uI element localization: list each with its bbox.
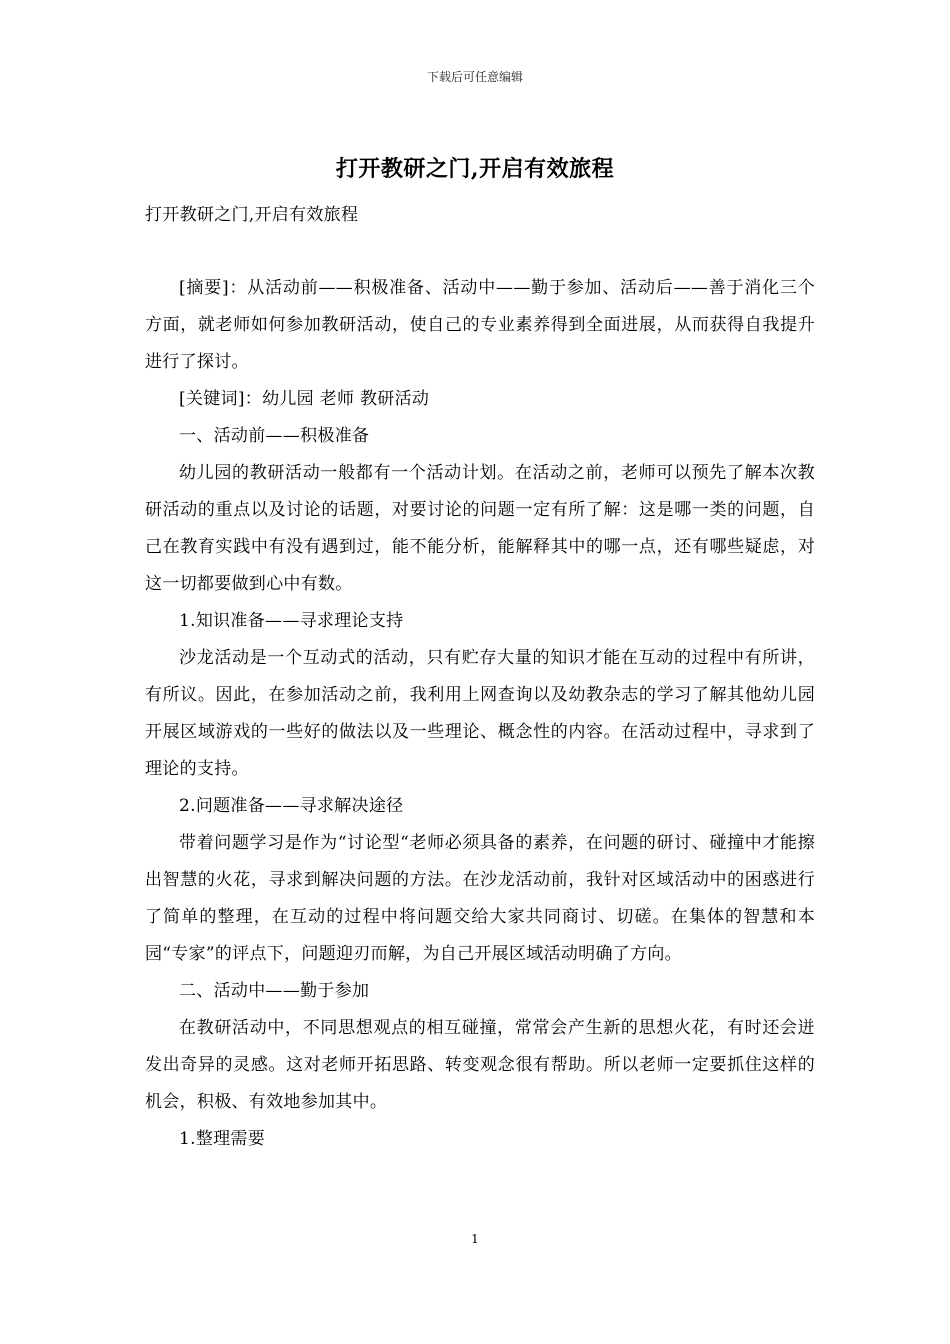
page-number: 1 [471, 1232, 479, 1246]
abstract-paragraph: [摘要]：从活动前——积极准备、活动中——勤于参加、活动后——善于消化三个方面，就老师如何参加教研活动，使自己的专业素养得到全面进展，从而获得自我提升进行了探讨。 [145, 278, 815, 372]
page-header-note: 下载后可任意编辑 [426, 70, 523, 84]
document-title: 打开教研之门,开启有效旅程 [335, 156, 615, 182]
subsection-heading-2-1: 1.整理需要 [179, 1129, 266, 1149]
document-subtitle: 打开教研之门,开启有效旅程 [145, 205, 359, 225]
subsection-1-1-paragraph: 沙龙活动是一个互动式的活动，只有贮存大量的知识才能在互动的过程中有所讲，有所议。因此，在参加活动之前，我利用上网查询以及幼教杂志的学习了解其他幼儿园开展区域游戏的一些好的做法以及一些理论、概念性的内容。在活动过程中，寻求到了理论的支持。 [145, 648, 815, 779]
subsection-heading-1-2: 2.问题准备——寻求解决途径 [179, 796, 404, 816]
section-heading-1: 一、活动前——积极准备 [179, 426, 370, 446]
subsection-1-2-paragraph: 带着问题学习是作为“讨论型“老师必须具备的素养，在问题的研讨、碰撞中才能擦出智慧的火花，寻求到解决问题的方法。在沙龙活动前，我针对区域活动中的困惑进行了简单的整理，在互动的过程中将问题交给大家共同商讨、切磋。在集体的智慧和本园“专家”的评点下，问题迎刃而解，为自己开展区域活动明确了方向。 [145, 833, 815, 964]
section-1-paragraph: 幼儿园的教研活动一般都有一个活动计划。在活动之前，老师可以预先了解本次教研活动的重点以及讨论的话题，对要讨论的问题一定有所了解：这是哪一类的问题，自己在教育实践中有没有遇到过，能不能分析，能解释其中的哪一点，还有哪些疑虑，对这一切都要做到心中有数。 [145, 463, 815, 594]
section-heading-2: 二、活动中——勤于参加 [179, 981, 370, 1001]
section-2-paragraph: 在教研活动中，不同思想观点的相互碰撞，常常会产生新的思想火花，有时还会迸发出奇异的灵感。这对老师开拓思路、转变观念很有帮助。所以老师一定要抓住这样的机会，积极、有效地参加其中。 [145, 1018, 815, 1112]
keywords-line: [关键词]：幼儿园 老师 教研活动 [179, 389, 430, 409]
subsection-heading-1-1: 1.知识准备——寻求理论支持 [179, 611, 404, 631]
document-body [145, 270, 815, 1158]
